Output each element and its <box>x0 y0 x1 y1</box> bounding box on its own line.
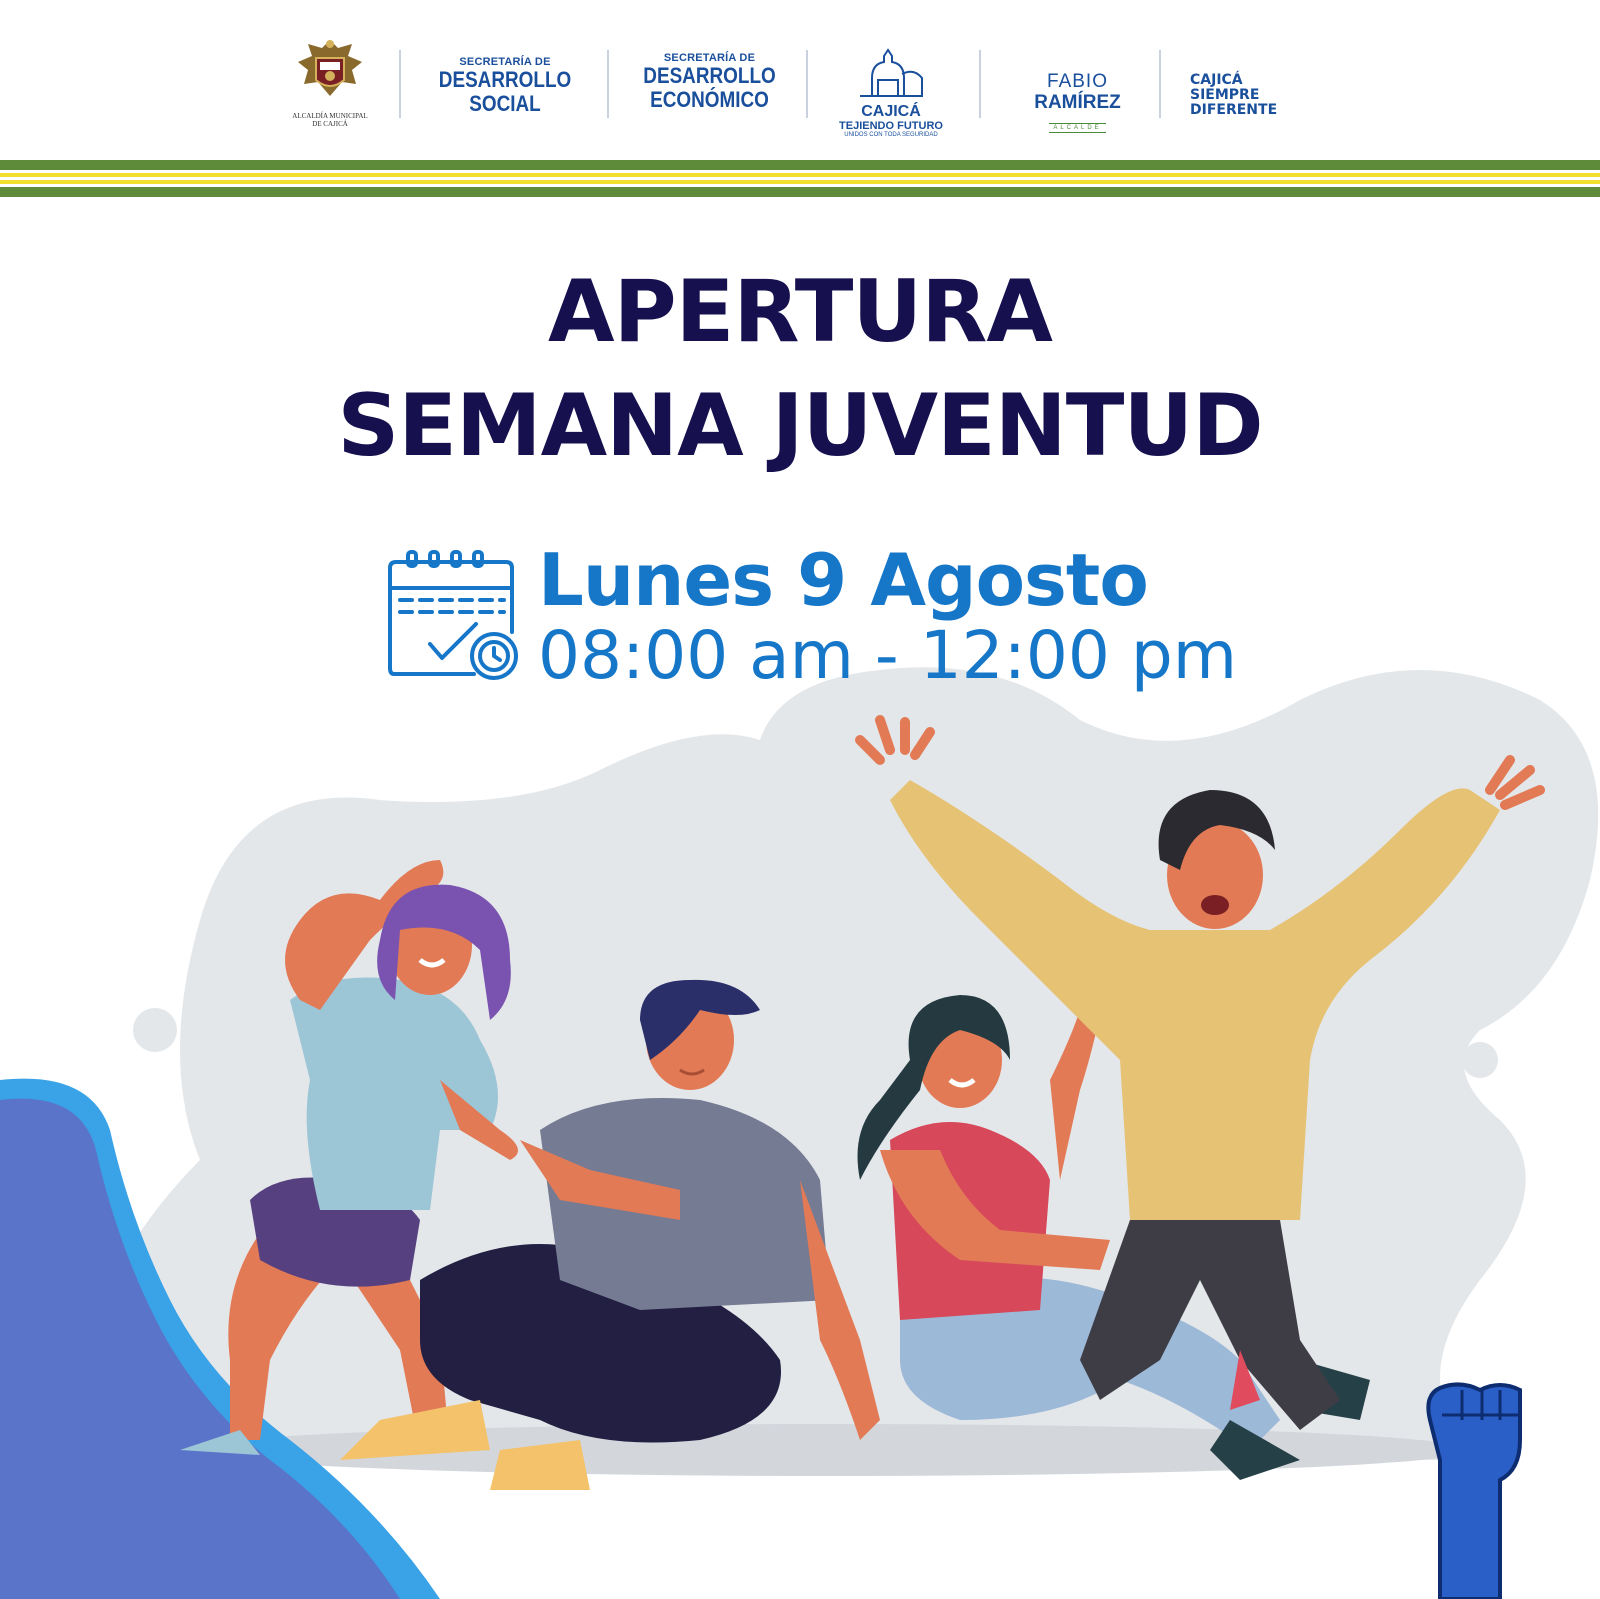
header-stripes <box>0 160 1600 198</box>
cajica-name: CAJICÁ <box>861 103 921 120</box>
youth-group-illustration <box>0 660 1600 1599</box>
secretaria-line1: DESARROLLO <box>643 63 776 88</box>
alcaldia-line1: ALCALDÍA MUNICIPAL <box>292 112 368 120</box>
secretaria-label: SECRETARÍA DE <box>459 56 551 68</box>
secretaria-desarrollo-social-logo <box>420 56 590 116</box>
siempre-line1: CAJICÁ <box>1190 72 1243 88</box>
event-title-line2: SEMANA JUVENTUD <box>337 376 1263 476</box>
secretaria-label: SECRETARÍA DE <box>663 52 756 64</box>
raised-fist-icon <box>1428 1384 1520 1599</box>
event-date: Lunes 9 Agosto <box>538 538 1148 622</box>
siempre-line2: SIEMPRE <box>1190 87 1260 103</box>
calendar-check-clock-icon <box>386 548 528 686</box>
fabio-role: ALCALDE <box>1049 123 1105 133</box>
cajica-tejiendo-futuro-logo <box>826 48 956 139</box>
separator <box>399 50 401 118</box>
separator <box>1159 50 1161 118</box>
stripe-yellow <box>0 173 1600 177</box>
cajica-siempre-diferente-logo <box>1190 73 1330 118</box>
secretaria-desarrollo-economico-logo <box>622 52 797 112</box>
secretaria-line2: SOCIAL <box>469 91 541 116</box>
alcaldia-line2: DE CAJICÁ <box>312 120 348 128</box>
stripe-green <box>0 160 1600 170</box>
fabio-ramirez-logo <box>1015 72 1140 133</box>
fabio-first-name: FABIO <box>1047 71 1108 92</box>
stripe-yellow <box>0 180 1600 184</box>
separator <box>979 50 981 118</box>
secretaria-line1: DESARROLLO <box>438 67 572 92</box>
stripe-green <box>0 187 1600 197</box>
separator <box>607 50 609 118</box>
separator <box>806 50 808 118</box>
coat-of-arms-icon <box>290 36 370 108</box>
header-logos <box>0 0 1600 160</box>
church-dome-icon <box>856 48 926 100</box>
secretaria-line2: ECONÓMICO <box>650 87 769 112</box>
alcaldia-logo <box>290 36 370 128</box>
event-title-line1: APERTURA <box>548 262 1052 362</box>
cajica-tagline: TEJIENDO FUTURO <box>839 120 943 132</box>
siempre-line3: DIFERENTE <box>1190 102 1278 118</box>
fabio-last-name: RAMÍREZ <box>1034 92 1121 113</box>
cajica-subtag: UNIDOS CON TODA SEGURIDAD <box>844 132 938 138</box>
event-time: 08:00 am - 12:00 pm <box>538 617 1238 694</box>
